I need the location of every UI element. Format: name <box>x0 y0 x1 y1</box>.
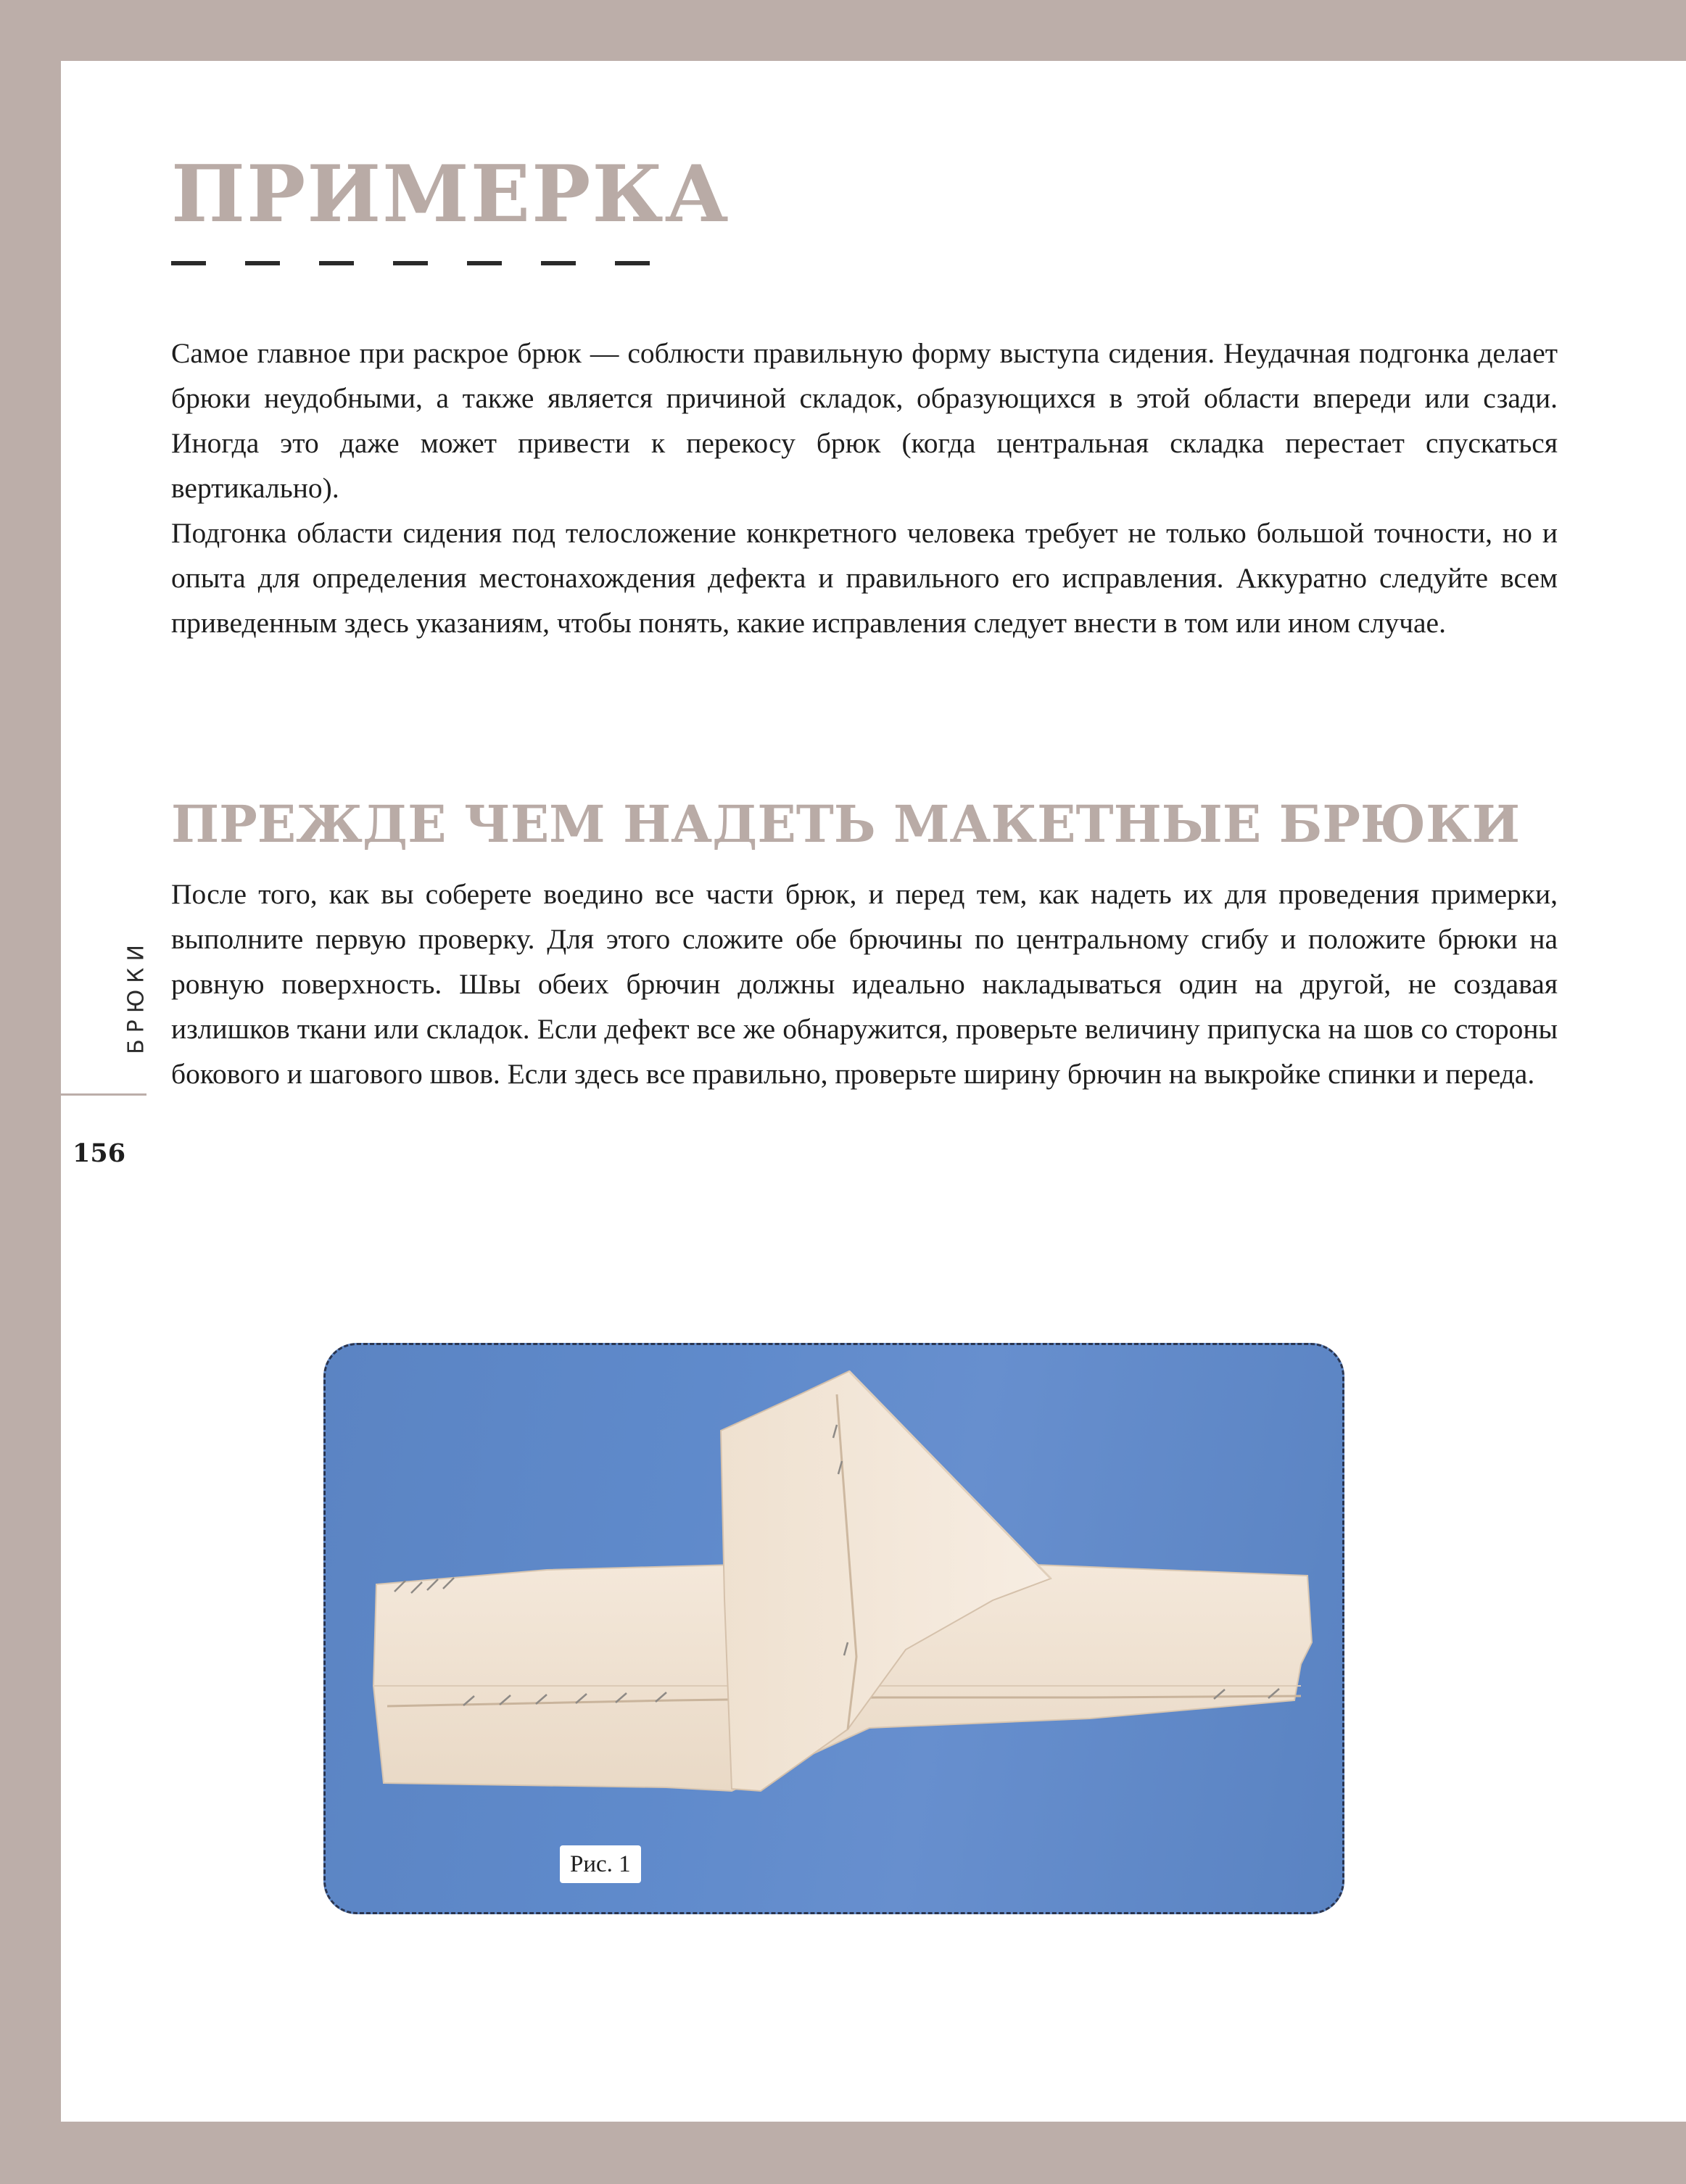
figure-caption: Рис. 1 <box>560 1845 641 1883</box>
intro-paragraph-1: Самое главное при раскрое брюк — соблюсти правильную форму выступа сидения. Неудачная подгонка делает брюки неудобными, а также является причиной складок, образующихся в этой области впереди или сзади. Иногда это даже может привести к перекосу брюк (когда центральная складка перестает спускаться вертикально). <box>171 337 1558 504</box>
section-paragraph: После того, как вы соберете воедино все части брюк, и перед тем, как надеть их для проведения примерки, выполните первую проверку. Для этого сложите обе брючины по центральному сгибу и положите брюки на ровную поверхность. Швы обеих брючин должны идеально накладываться один на другой, не создавая излишков ткани или складок. Если дефект все же обнаружится, проверьте величину припуска на шов со стороны бокового и шагового швов. Если здесь все правильно, проверьте ширину брючин на выкройке спинки и переда. <box>171 878 1558 1090</box>
page-title: ПРИМЕРКА <box>171 149 730 240</box>
trousers-photo-illustration <box>326 1345 1342 1912</box>
section-heading: ПРЕЖДЕ ЧЕМ НАДЕТЬ МАКЕТНЫЕ БРЮКИ <box>171 794 1520 854</box>
figure-photo <box>323 1343 1344 1914</box>
title-dash-rule <box>171 261 654 265</box>
intro-paragraph-2: Подгонка области сидения под телосложение конкретного человека требует не только большой точности, но и опыта для определения местонахождения дефекта и правильного его исправления. Аккуратно следуйте всем приведенным здесь указаниям, чтобы понять, какие исправления следует внести в том или ином случае. <box>171 517 1558 639</box>
chapter-label: БРЮКИ <box>123 938 149 1054</box>
page <box>61 61 1686 2122</box>
page-number: 156 <box>73 1138 126 1168</box>
sidebar-rule <box>61 1093 146 1096</box>
